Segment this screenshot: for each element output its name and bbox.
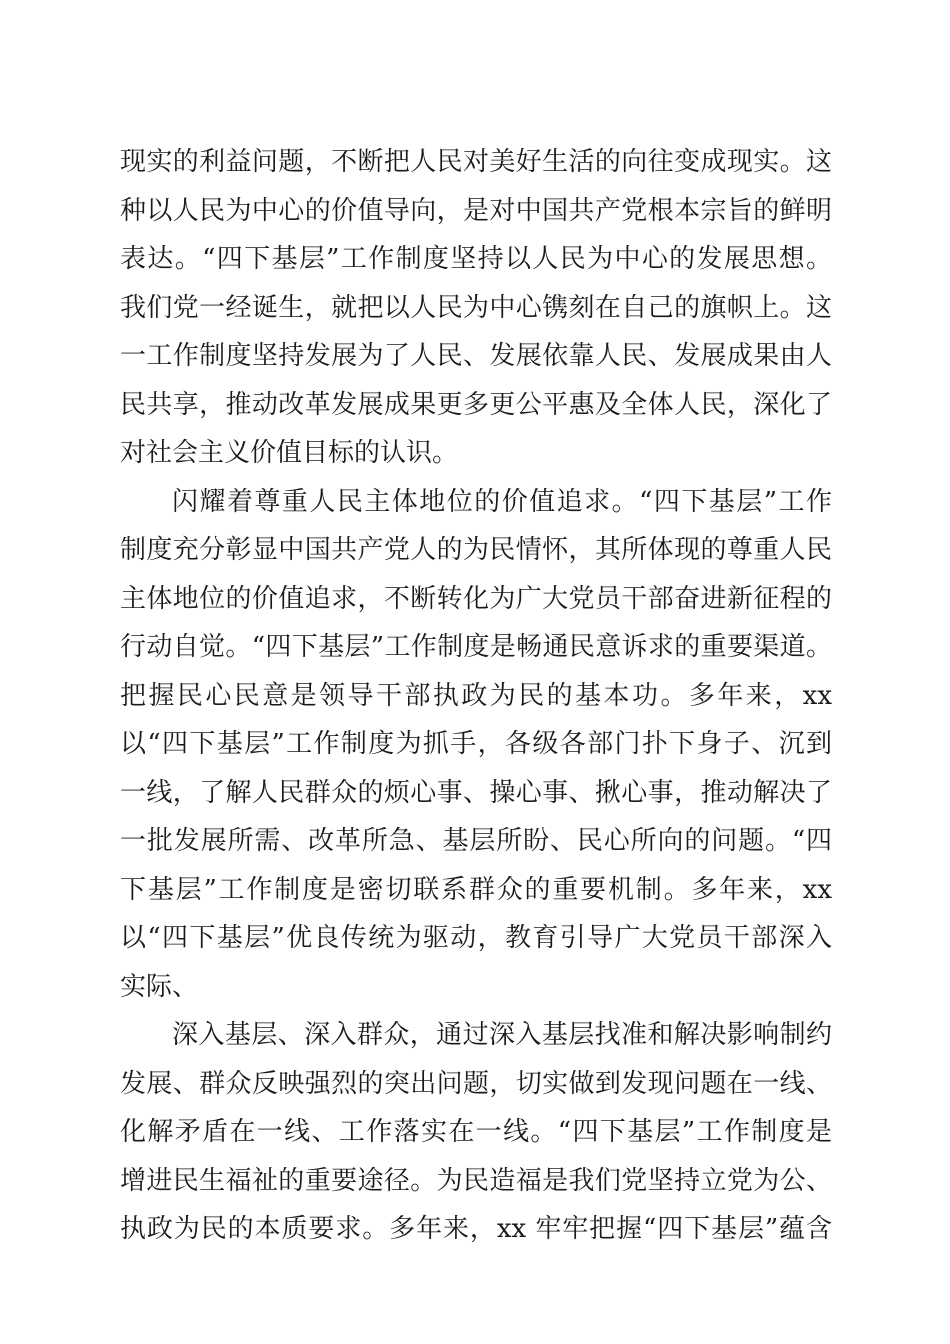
text-line: 行动自觉。“四下基层”工作制度是畅通民意诉求的重要渠道。 — [120, 632, 832, 662]
text-line: 现实的利益问题，不断把人民对美好生活的向往变成现实。这 — [120, 147, 832, 177]
text-line: 一线，了解人民群众的烦心事、操心事、揪心事，推动解决了 — [120, 777, 832, 808]
text-line: 发展、群众反映强烈的突出问题，切实做到发现问题在一线、 — [120, 1068, 832, 1099]
text-line: 把握民心民意是领导干部执政为民的基本功。多年来，xx — [120, 680, 832, 711]
text-line: 对社会主义价值目标的认识。 — [120, 438, 459, 468]
text-line: 下基层”工作制度是密切联系群众的重要机制。多年来，xx — [120, 874, 832, 905]
text-line: 我们党一经诞生，就把以人民为中心镌刻在自己的旗帜上。这 — [120, 292, 832, 323]
text-line: 执政为民的本质要求。多年来，xx 牢牢把握“四下基层”蕴含 — [120, 1214, 832, 1244]
text-line: 主体地位的价值追求，不断转化为广大党员干部奋进新征程的 — [120, 583, 832, 614]
text-line: 深入基层、深入群众，通过深入基层找准和解决影响制约 — [172, 1020, 832, 1050]
text-line: 实际、 — [120, 971, 199, 1002]
text-line: 以“四下基层”工作制度为抓手，各级各部门扑下身子、沉到 — [120, 729, 832, 759]
body-text — [120, 138, 832, 1254]
text-line: 种以人民为中心的价值导向，是对中国共产党根本宗旨的鲜明 — [120, 195, 832, 226]
text-line: 一工作制度坚持发展为了人民、发展依靠人民、发展成果由人 — [120, 341, 832, 371]
text-line: 化解矛盾在一线、工作落实在一线。“四下基层”工作制度是 — [120, 1117, 832, 1147]
text-line: 一批发展所需、改革所急、基层所盼、民心所向的问题。“四 — [120, 826, 832, 856]
text-line: 表达。“四下基层”工作制度坚持以人民为中心的发展思想。 — [120, 244, 832, 274]
text-line: 制度充分彰显中国共产党人的为民情怀，其所体现的尊重人民 — [120, 535, 832, 565]
text-line: 以“四下基层”优良传统为驱动，教育引导广大党员干部深入 — [120, 923, 832, 953]
text-line: 增进民生福祉的重要途径。为民造福是我们党坚持立党为公、 — [120, 1165, 832, 1196]
text-line: 民共享，推动改革发展成果更多更公平惠及全体人民，深化了 — [120, 389, 832, 420]
text-line: 闪耀着尊重人民主体地位的价值追求。“四下基层”工作 — [172, 486, 832, 517]
